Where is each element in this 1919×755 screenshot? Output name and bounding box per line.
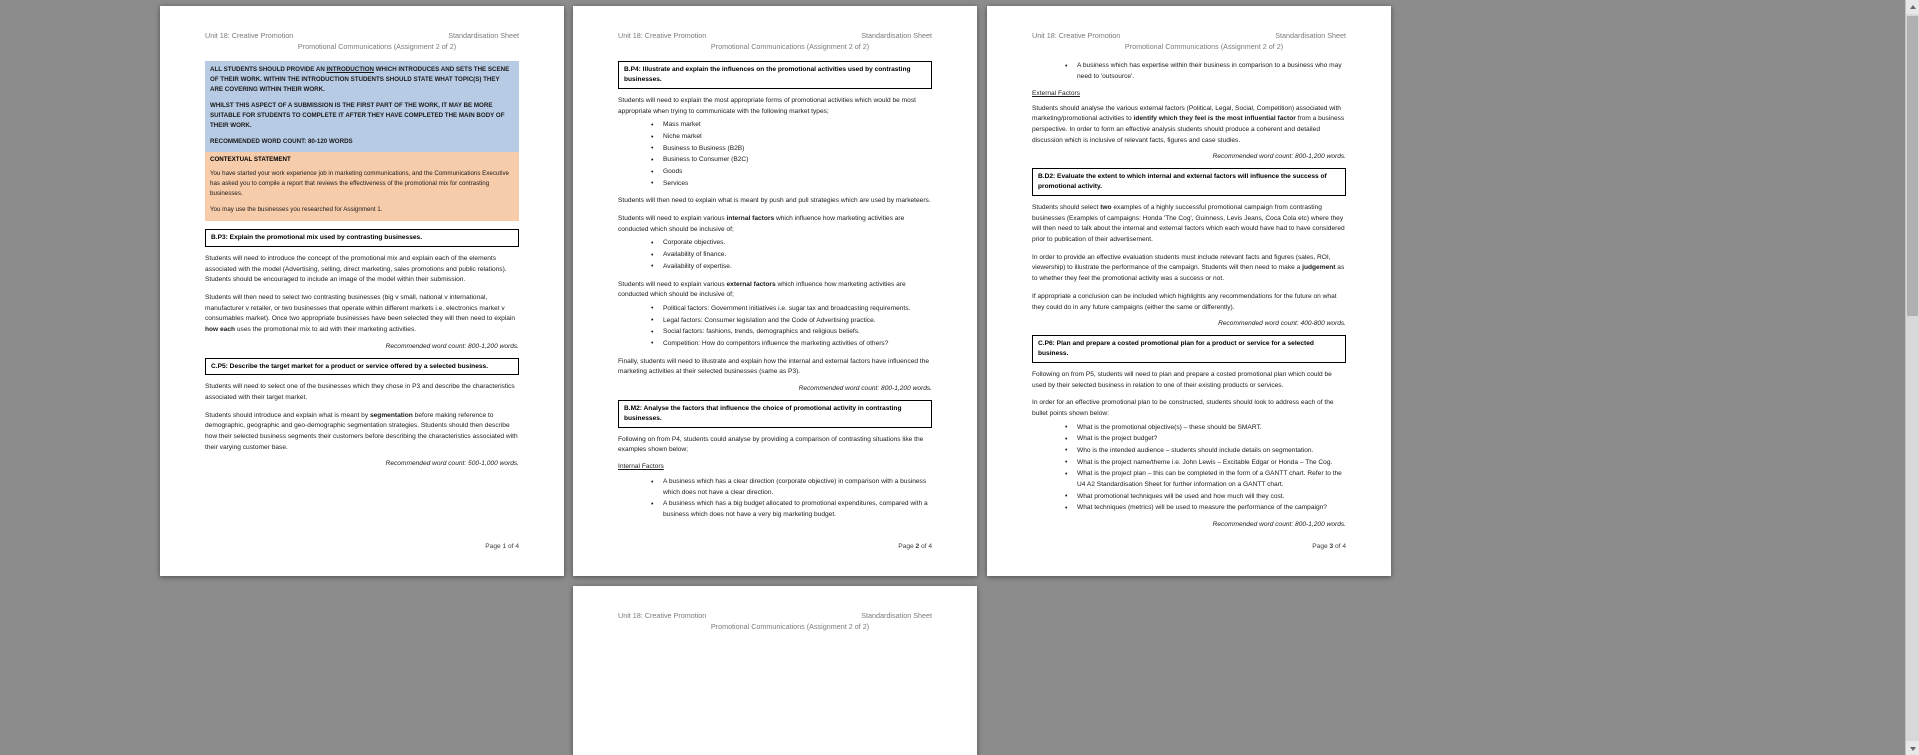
scroll-down-arrow-icon[interactable]: [1906, 741, 1919, 755]
page-3-header: [1032, 30, 1346, 52]
list-item: • Services: [651, 179, 932, 190]
contextual-statement-block: [205, 152, 519, 221]
list-item: • Social factors: fashions, trends, demographics and religious beliefs.: [651, 327, 932, 338]
introduction-underlined-word: INTRODUCTION: [326, 66, 374, 74]
vertical-scrollbar[interactable]: [1905, 0, 1919, 755]
list-item: • Competition: How do competitors influence the marketing activities of others?: [651, 339, 932, 350]
header-sheet-type: Standardisation Sheet: [448, 31, 519, 40]
list-item: • What techniques (metrics) will be used to measure the performance of the campaign?: [1065, 503, 1346, 514]
list-item: • Political factors: Government initiatives i.e. sugar tax and broadcasting requirements.: [651, 304, 932, 315]
list-item: • Niche market: [651, 132, 932, 143]
header-subtitle: Promotional Communications (Assignment 2 of 2): [1124, 42, 1284, 52]
cp6-bullet-list: [1032, 423, 1346, 514]
list-item: • Corporate objectives.: [651, 238, 932, 249]
bp3-recommended-word-count: Recommended word count: 800-1,200 words.: [385, 342, 519, 350]
header-unit: Unit 18: Creative Promotion: [205, 31, 294, 40]
bd2-paragraph-3: If appropriate a conclusion can be included which highlights any recommendations for the future on what they could do in any future campaigns (either the same or differently).: [1032, 292, 1337, 311]
cp6-recommended-word-count: Recommended word count: 800-1,200 words.: [1212, 521, 1346, 529]
list-item: • Availability of expertise.: [651, 262, 932, 273]
page-4-header: [618, 610, 932, 632]
external-factors-recommended-word-count: Recommended word count: 800-1,200 words.: [1212, 153, 1346, 161]
external-factors-paragraph: Students should analyse the various external factors (Political, Legal, Social, Competition) associated with marketing/promotional activities to identify which they feel is the most influential factor from a business perspective. In order to form an effective analysis students should produce a coherent and detailed discussion which is inclusive of relevant facts, figures and case studies.: [1032, 104, 1345, 144]
header-unit: Unit 18: Creative Promotion: [618, 31, 707, 40]
bd2-recommended-word-count: Recommended word count: 400-800 words.: [1218, 320, 1346, 328]
page-3-continued-bullet-list: [1032, 61, 1346, 82]
bm2-bullet-list: [618, 477, 932, 521]
header-subtitle: Promotional Communications (Assignment 2 of 2): [710, 622, 870, 632]
cp5-paragraph-2: Students should introduce and explain what is meant by segmentation before making reference to demographic, geographic and geo-demographic segmentation strategies. Students should then describe how their selected business segments their customers before describing the characteristics associated with their varying customer base.: [205, 411, 518, 451]
bp4-recommended-word-count: Recommended word count: 800-1,200 words.: [798, 384, 932, 392]
header-subtitle: Promotional Communications (Assignment 2 of 2): [710, 42, 870, 52]
cp6-paragraph-1: Following on from P5, students will need to plan and prepare a costed promotional plan which could be used by their selected business in relation to one of their existing products or services.: [1032, 370, 1332, 389]
intro-paragraph-1: ALL STUDENTS SHOULD PROVIDE AN INTRODUCTION WHICH INTRODUCES AND SETS THE SCENE OF THEIR WORK. WITHIN THE INTRODUCTION STUDENTS SHOULD STATE WHAT TOPIC(S) THEY ARE COVERING WITHIN THEIR WORK.: [210, 66, 510, 94]
bp4-paragraph-1: Students will need to explain the most appropriate forms of promotional activities which would be most appropriate when trying to communicate with the following market types;: [618, 97, 916, 115]
header-sheet-type: Standardisation Sheet: [861, 31, 932, 40]
criterion-box-bd2: B.D2: Evaluate the extent to which internal and external factors will influence the success of promotional activity.: [1032, 168, 1346, 196]
bp3-paragraph-1: Students will need to introduce the concept of the promotional mix and explain each of the elements associated with the model (Advertising, selling, direct marketing, sales promotions and public relations). Students should be encouraged to include an image of the model within their submission.: [205, 254, 507, 284]
list-item: • Who is the intended audience – students should include details on segmentation.: [1065, 446, 1346, 457]
bp4-internal-factors-list: [618, 238, 932, 272]
list-item: • What is the promotional objective(s) – these should be SMART.: [1065, 423, 1346, 434]
header-sheet-type: Standardisation Sheet: [861, 611, 932, 620]
page-1-footer: Page 1 of 4: [485, 543, 519, 550]
page-2-footer: Page 2 of 4: [898, 543, 932, 550]
list-item: • Goods: [651, 167, 932, 178]
header-unit: Unit 18: Creative Promotion: [618, 611, 707, 620]
contextual-paragraph-2: You may use the businesses you researched for Assignment 1.: [210, 205, 383, 213]
list-item: • Business to Business (B2B): [651, 144, 932, 155]
bm2-internal-factors-subheading: Internal Factors: [618, 463, 664, 470]
list-item: • What is the project plan – this can be completed in the form of a GANTT chart. Refer to the U4 A2 Standardisation Sheet for further information on a GANTT chart.: [1065, 469, 1346, 490]
page-3-footer: Page 3 of 4: [1312, 543, 1346, 550]
external-factors-subheading: External Factors: [1032, 89, 1081, 97]
bp3-paragraph-2: Students will then need to select two contrasting businesses (big v small, national v international, manufacturer v retailer, or two businesses that operate within different markets i.e. electronics market v consumables market). Once two appropriate businesses have been selected they will then need to explain how each uses the promotional mix to aid with their marketing activities.: [205, 293, 516, 333]
bd2-paragraph-2: In order to provide an effective evaluation students must include relevant facts and figures (sales, ROI, viewership) to illustrate the performance of the campaign. Students will then need to make a judgement as to whether they feel the promotional activity was a success or not.: [1032, 253, 1345, 283]
document-page-2: [573, 6, 977, 576]
page-1-header: [205, 30, 519, 52]
bp4-external-factors-list: [618, 304, 932, 350]
list-item: • Business to Consumer (B2C): [651, 155, 932, 166]
list-item: • A business which has a clear direction (corporate objective) in comparison with a business which does not have a clear direction.: [651, 477, 932, 498]
criterion-box-bp3: B.P3: Explain the promotional mix used by contrasting businesses.: [205, 229, 519, 247]
list-item: • Availability of finance.: [651, 250, 932, 261]
list-item: • What is the project name/theme i.e. John Lewis – Excitable Edgar or Honda – The Cog.: [1065, 458, 1346, 469]
list-item: • What promotional techniques will be used and how much will they cost.: [1065, 492, 1346, 503]
header-sheet-type: Standardisation Sheet: [1275, 31, 1346, 40]
list-item: • Legal factors: Consumer legislation and the Code of Advertising practice.: [651, 316, 932, 327]
intro-paragraph-2: WHILST THIS ASPECT OF A SUBMISSION IS THE FIRST PART OF THE WORK, IT MAY BE MORE SUITABLE FOR STUDENTS TO COMPLETE IT AFTER THEY HAVE COMPLETED THE MAIN BODY OF THEIR WORK.: [210, 102, 505, 129]
contextual-paragraph-1: You have started your work experience job in marketing communications, and the Communications Executive has asked you to compile a report that reviews the effectiveness of the promotional mix for contrasting businesses.: [210, 169, 509, 197]
cp6-paragraph-2: In order for an effective promotional plan to be constructed, students should look to address each of the bullet points shown below:: [1032, 399, 1334, 417]
criterion-box-bm2: B.M2: Analyse the factors that influence the choice of promotional activity in contrasting businesses.: [618, 400, 932, 428]
bp4-market-types-list: [618, 120, 932, 189]
scrollbar-thumb[interactable]: [1907, 16, 1918, 316]
list-item: • A business which has a big budget allocated to promotional expenditures, compared with a business which does not have a very big marketing budget.: [651, 499, 932, 520]
list-item: • What is the project budget?: [1065, 434, 1346, 445]
bm2-paragraph-1: Following on from P4, students could analyse by providing a comparison of contrasting situations like the examples shown below;: [618, 435, 924, 454]
header-subtitle: Promotional Communications (Assignment 2 of 2): [297, 42, 457, 52]
criterion-box-cp6: C.P6: Plan and prepare a costed promotional plan for a product or service for a selected business.: [1032, 335, 1346, 363]
criterion-box-cp5: C.P5: Describe the target market for a product or service offered by a selected business.: [205, 358, 519, 376]
bp4-paragraph-5: Finally, students will need to illustrate and explain how the internal and external factors have influenced the marketing activities at their selected businesses (same as P3).: [618, 357, 930, 376]
bd2-paragraph-1: Students should select two examples of a highly successful promotional campaign from contrasting businesses (Examples of campaigns: Honda 'The Cog', Guinness, Levis Jeans, Coca Cola etc) where they will then need to talk about the internal and external factors which each would have had to have considered prior to publication of their advertisement.: [1032, 204, 1345, 244]
criterion-box-bp4: B.P4: Illustrate and explain the influences on the promotional activities used by contrasting businesses.: [618, 61, 932, 89]
list-item: • Mass market: [651, 120, 932, 131]
bp4-paragraph-2: Students will then need to explain what is meant by push and pull strategies which are used by marketeers.: [618, 197, 931, 205]
document-page-4: [573, 586, 977, 755]
cp5-recommended-word-count: Recommended word count: 500-1,000 words.: [385, 460, 519, 468]
page-2-header: [618, 30, 932, 52]
contextual-statement-heading: CONTEXTUAL STATEMENT: [210, 155, 291, 163]
header-unit: Unit 18: Creative Promotion: [1032, 31, 1121, 40]
bp4-paragraph-4: Students will need to explain various external factors which influence how marketing activities are conducted which should be inclusive of;: [618, 280, 906, 299]
cp5-paragraph-1: Students will need to select one of the businesses which they chose in P3 and describe the characteristics associated with their target market.: [205, 383, 515, 402]
document-page-1: [160, 6, 564, 576]
list-item: • A business which has expertise within their business in comparison to a business who may need to 'outsource'.: [1065, 61, 1346, 82]
intro-word-count: RECOMMENDED WORD COUNT: 80-120 WORDS: [210, 137, 353, 145]
bp4-paragraph-3: Students will need to explain various internal factors which influence how marketing activities are conducted which should be inclusive of;: [618, 215, 905, 233]
document-page-3: [987, 6, 1391, 576]
scroll-up-arrow-icon[interactable]: [1906, 0, 1919, 14]
introduction-highlight-block: [205, 61, 519, 151]
